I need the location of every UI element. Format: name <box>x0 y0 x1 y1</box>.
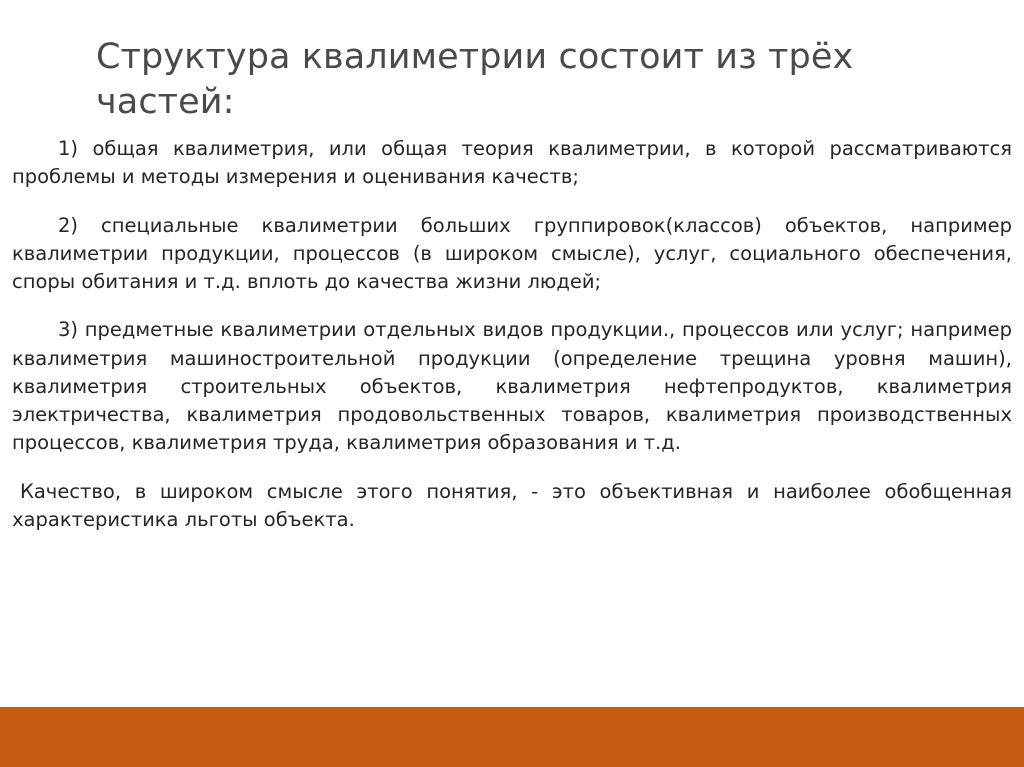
body-paragraph-1: 1) общая квалиметрия, или общая теория квалиметрии, в которой рассматриваются проблемы и методы измерения и оценивания качеств; <box>12 137 1012 189</box>
slide-title: Структура квалиметрии состоит из трёх частей: <box>96 37 854 122</box>
body-paragraph-3: 3) предметные квалиметрии отдельных видов продукции., процессов или услуг; например квалиметрия машиностроительной продукции (определение трещина уровня машин), квалиметрия строительных объектов, квалиметрия нефтепродуктов, квалиметрия электричества, квалиметрия продовольственных товаров, квалиметрия производственных процессов, квалиметрия труда, квалиметрия образования и т.д. <box>12 318 1012 455</box>
body-paragraph-2: 2) специальные квалиметрии больших группировок(классов) объектов, например квалиметрии продукции, процессов (в широком смысле), услуг, социального обеспечения, споры обитания и т.д. вплоть до качества жизни людей; <box>12 213 1012 294</box>
body-paragraph-4: Качество, в широком смысле этого понятия, - это объективная и наиболее обобщенная характеристика льготы объекта. <box>12 479 1012 531</box>
footer-accent-bar <box>0 707 1024 767</box>
slide-body <box>12 135 1012 534</box>
